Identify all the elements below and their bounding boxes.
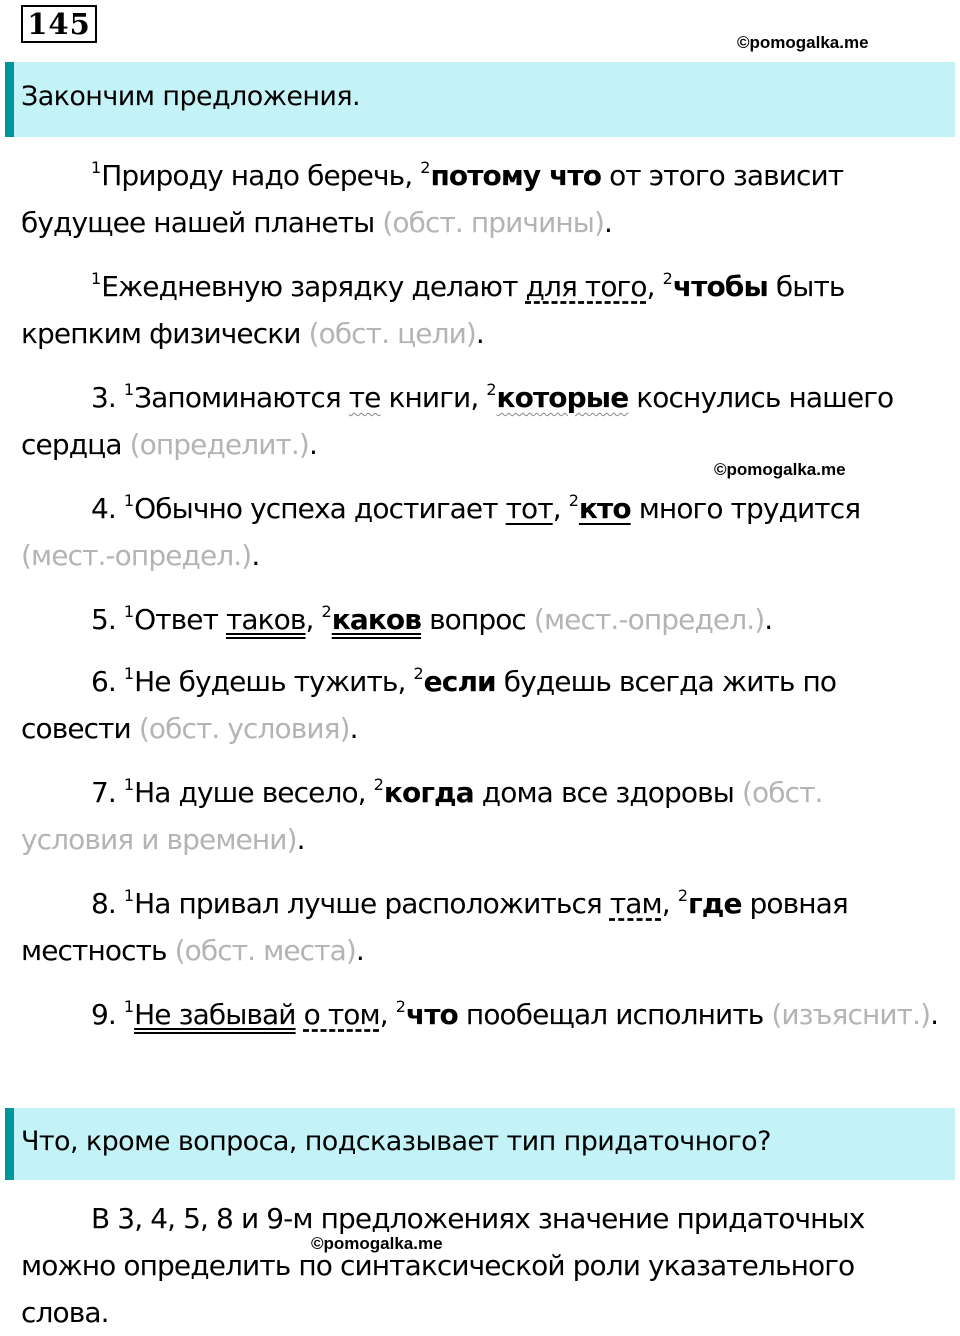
clause-index: 1 — [123, 664, 135, 683]
section-header-2 — [5, 1108, 955, 1180]
period: . — [296, 823, 305, 856]
conjunction: что — [405, 998, 458, 1031]
conjunction: каков — [331, 603, 422, 636]
subordinate-clause: дома все здоровы — [473, 776, 742, 809]
watermark-middle: ©pomogalka.me — [714, 460, 846, 479]
accent-bar — [5, 1108, 14, 1180]
comma: , — [305, 603, 322, 636]
sentence-1 — [21, 152, 941, 246]
clause-type-note: (обст. причины) — [382, 206, 605, 239]
conjunction: где — [688, 887, 742, 920]
pointer-word: таков — [226, 603, 306, 636]
predicate: Не забывай — [134, 998, 296, 1031]
main-clause: Обычно успеха достигает — [134, 492, 506, 525]
sentence-number: 4. — [91, 492, 124, 525]
section-header-1 — [5, 62, 955, 137]
subordinate-clause: будешь всегда жить по совести — [21, 665, 837, 745]
conjunction: чтобы — [672, 270, 768, 303]
sentence-2 — [21, 263, 941, 357]
pointer-word: о том — [303, 998, 380, 1031]
conjunction: которые — [496, 381, 629, 414]
period: . — [764, 603, 773, 636]
subordinate-clause: много трудится — [630, 492, 861, 525]
conjunction: кто — [578, 492, 631, 525]
clause-index: 2 — [395, 997, 406, 1016]
clause-type-note: (обст. условия и времени) — [21, 776, 823, 856]
clause-index: 2 — [486, 380, 497, 399]
clause-index: 1 — [91, 269, 102, 288]
clause-type-note: (определит.) — [129, 428, 309, 461]
sentence-number: 7. — [91, 776, 124, 809]
clause-index: 1 — [123, 997, 135, 1016]
clause-type-note: (обст. цели) — [308, 317, 476, 350]
clause-type-note: (мест.-определ.) — [21, 539, 252, 572]
clause-index: 1 — [123, 886, 135, 905]
clause-index: 2 — [420, 158, 431, 177]
watermark-bottom: ©pomogalka.me — [311, 1234, 443, 1253]
main-clause: Ответ — [134, 603, 226, 636]
sentence-5 — [21, 596, 941, 643]
clause-type-note: (изъяснит.) — [771, 998, 931, 1031]
clause-index: 1 — [123, 380, 135, 399]
subordinate-clause: пообещал исполнить — [457, 998, 772, 1031]
sentence-8 — [21, 880, 941, 974]
section-title-1: Закончим предложения. — [21, 81, 360, 112]
task-number: 145 — [21, 5, 97, 43]
clause-type-note: (обст. условия) — [138, 712, 350, 745]
main-clause: Не будешь тужить, — [134, 665, 414, 698]
clause-index: 1 — [123, 491, 135, 510]
period: . — [251, 539, 260, 572]
accent-bar — [5, 62, 14, 137]
sentence-number: 8. — [91, 887, 124, 920]
answer-paragraph: В 3, 4, 5, 8 и 9-м предложениях значение придаточных можно определить по синтаксической роли указательного слова. — [21, 1202, 865, 1329]
section-title-2: Что, кроме вопроса, подсказывает тип придаточного? — [21, 1126, 771, 1157]
conjunction: если — [423, 665, 496, 698]
clause-type-note: (обст. места) — [174, 934, 356, 967]
clause-index: 2 — [321, 602, 332, 621]
pointer-word: тот — [505, 492, 553, 525]
conjunction: когда — [383, 776, 474, 809]
pointer-word: для того — [525, 270, 647, 303]
subordinate-clause: от этого зависит будущее нашей планеты — [21, 159, 844, 239]
clause-index: 2 — [413, 664, 424, 683]
subordinate-clause: быть крепким физически — [21, 270, 845, 350]
period: . — [930, 998, 939, 1031]
clause-index: 1 — [123, 602, 135, 621]
comma: , — [646, 270, 663, 303]
comma: , — [379, 998, 396, 1031]
sentence-3 — [21, 374, 941, 468]
comma: , — [661, 887, 678, 920]
sentence-6 — [21, 658, 941, 752]
main-clause: На душе весело, — [134, 776, 374, 809]
sentence-4 — [21, 485, 941, 579]
clause-index: 2 — [677, 886, 688, 905]
clause-index: 1 — [91, 158, 102, 177]
pointer-word: те — [348, 381, 381, 414]
sentence-7 — [21, 769, 941, 863]
subordinate-clause: ровная местность — [21, 887, 848, 967]
main-clause-rest: книги, — [380, 381, 487, 414]
clause-index: 2 — [373, 775, 384, 794]
clause-index: 1 — [123, 775, 135, 794]
conjunction: потому что — [430, 159, 602, 192]
comma: , — [552, 492, 569, 525]
period: . — [349, 712, 358, 745]
main-clause: Запоминаются — [134, 381, 349, 414]
clause-type-note: (мест.-определ.) — [533, 603, 765, 636]
subordinate-clause: вопрос — [421, 603, 534, 636]
sentence-number: 9. — [91, 998, 124, 1031]
space — [296, 998, 304, 1031]
clause-index: 2 — [662, 269, 673, 288]
sentence-number: 6. — [91, 665, 124, 698]
subordinate-clause: коснулись нашего сердца — [21, 381, 894, 461]
pointer-word: там — [609, 887, 662, 920]
main-clause: Ежедневную зарядку делают — [101, 270, 526, 303]
sentence-number: 3. — [91, 381, 124, 414]
main-clause: Природу надо беречь, — [101, 159, 421, 192]
clause-index: 2 — [568, 491, 579, 510]
period: . — [604, 206, 613, 239]
sentence-number: 5. — [91, 603, 124, 636]
period: . — [475, 317, 484, 350]
watermark-top: ©pomogalka.me — [737, 33, 869, 52]
period: . — [308, 428, 317, 461]
period: . — [355, 934, 364, 967]
main-clause: На привал лучше расположиться — [134, 887, 610, 920]
sentence-9 — [21, 991, 941, 1038]
